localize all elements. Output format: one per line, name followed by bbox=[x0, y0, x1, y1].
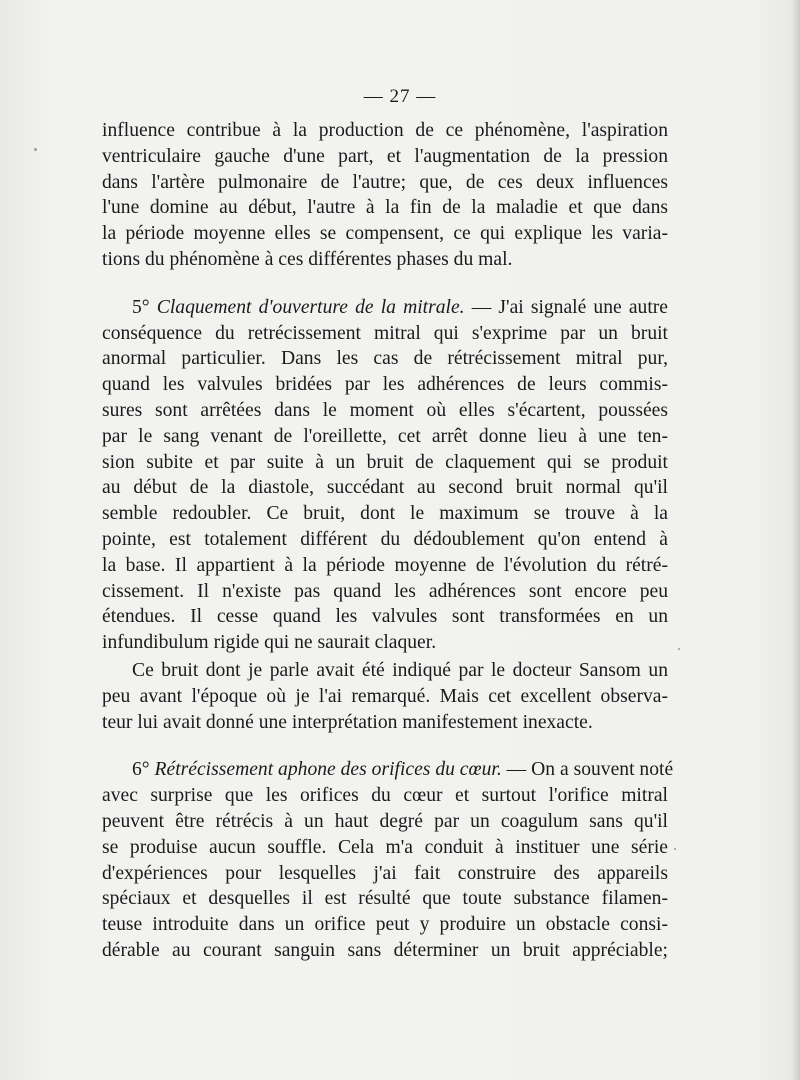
section-title: Claquement d'ouverture de la mitrale. bbox=[156, 296, 465, 318]
text-line: peu avant l'époque où je l'ai remarqué. Mais cet excellent observa- bbox=[102, 685, 668, 707]
text-line: sures sont arrêtées dans le moment où elles s'écartent, poussées bbox=[102, 399, 668, 421]
page-number: — 27 — bbox=[363, 86, 437, 107]
text-line: semble redoubler. Ce bruit, dont le maximum se trouve à la bbox=[102, 503, 668, 525]
text-line: teur lui avait donné une interprétation manifestement inexacte. bbox=[102, 711, 593, 733]
text-line: au début de la diastole, succédant au second bruit normal qu'il bbox=[102, 477, 668, 499]
text-line: d'expériences pour lesquelles j'ai fait construire des appareils bbox=[102, 862, 668, 884]
text-line: sion subite et par suite à un bruit de claquement qui se produit bbox=[102, 451, 668, 473]
text-line: ventriculaire gauche d'une part, et l'augmentation de la pression bbox=[102, 145, 668, 167]
section-heading-line bbox=[102, 757, 674, 783]
text-line: infundibulum rigide qui ne saurait claquer. bbox=[102, 632, 437, 654]
text-line: spéciaux et desquelles il est résulté que toute substance filamen- bbox=[102, 888, 668, 910]
paper-speck bbox=[674, 848, 676, 850]
text-line: Ce bruit dont je parle avait été indiqué par le docteur Sansom un bbox=[132, 659, 668, 681]
text-line: teuse introduite dans un orifice peut y produire un obstacle consi- bbox=[102, 914, 668, 936]
section-title: Rétrécissement aphone des orifices du cœur. bbox=[154, 759, 502, 781]
text-line: étendues. Il cesse quand les valvules sont transformées en un bbox=[102, 606, 668, 628]
text-line: pointe, est totalement différent du dédoublement qu'on entend à bbox=[102, 528, 668, 550]
text-line: se produise aucun souffle. Cela m'a conduit à instituer une série bbox=[102, 836, 668, 858]
paper-speck bbox=[34, 148, 37, 151]
section-number: 6° bbox=[132, 759, 150, 781]
text-line: quand les valvules bridées par les adhérences de leurs commis- bbox=[102, 374, 668, 396]
paragraph-4 bbox=[102, 757, 674, 963]
text-line: la période moyenne elles se compensent, ce qui explique les varia- bbox=[102, 223, 668, 245]
paragraph-spacer bbox=[102, 735, 668, 757]
paragraph-3 bbox=[102, 658, 668, 735]
text-line: influence contribue à la production de ce phénomène, l'aspiration bbox=[102, 120, 668, 141]
text-line: dérable au courant sanguin sans déterminer un bruit appréciable; bbox=[102, 939, 668, 961]
text-line: par le sang venant de l'oreillette, cet arrêt donne lieu à une ten- bbox=[102, 425, 668, 447]
paragraph-2 bbox=[102, 295, 668, 656]
page-edge-shadow bbox=[792, 0, 800, 1080]
body-text bbox=[102, 118, 674, 964]
text-line: l'une domine au début, l'autre à la fin de la maladie et que dans bbox=[102, 197, 668, 219]
text-line: la base. Il appartient à la période moyenne de l'évolution du rétré- bbox=[102, 554, 668, 576]
paper-speck bbox=[678, 648, 680, 650]
section-number: 5° bbox=[132, 296, 150, 318]
heading-continuation: — On a souvent noté bbox=[506, 759, 674, 781]
text-line: avec surprise que les orifices du cœur et surtout l'orifice mitral bbox=[102, 785, 668, 807]
text-line: dans l'artère pulmonaire de l'autre; que, de ces deux influences bbox=[102, 171, 668, 193]
paragraph-1 bbox=[102, 118, 668, 273]
text-line: peuvent être rétrécis à un haut degré par un coagulum sans qu'il bbox=[102, 810, 668, 832]
text-line: tions du phénomène à ces différentes phases du mal. bbox=[102, 248, 513, 270]
paragraph-spacer bbox=[102, 273, 668, 295]
section-heading-line bbox=[102, 295, 668, 321]
text-line: conséquence du retrécissement mitral qui s'exprime par un bruit bbox=[102, 322, 668, 344]
heading-continuation: — J'ai signalé une autre bbox=[471, 296, 668, 318]
text-line: cissement. Il n'existe pas quand les adhérences sont encore peu bbox=[102, 580, 668, 602]
text-line: anormal particulier. Dans les cas de rétrécissement mitral pur, bbox=[102, 348, 668, 370]
